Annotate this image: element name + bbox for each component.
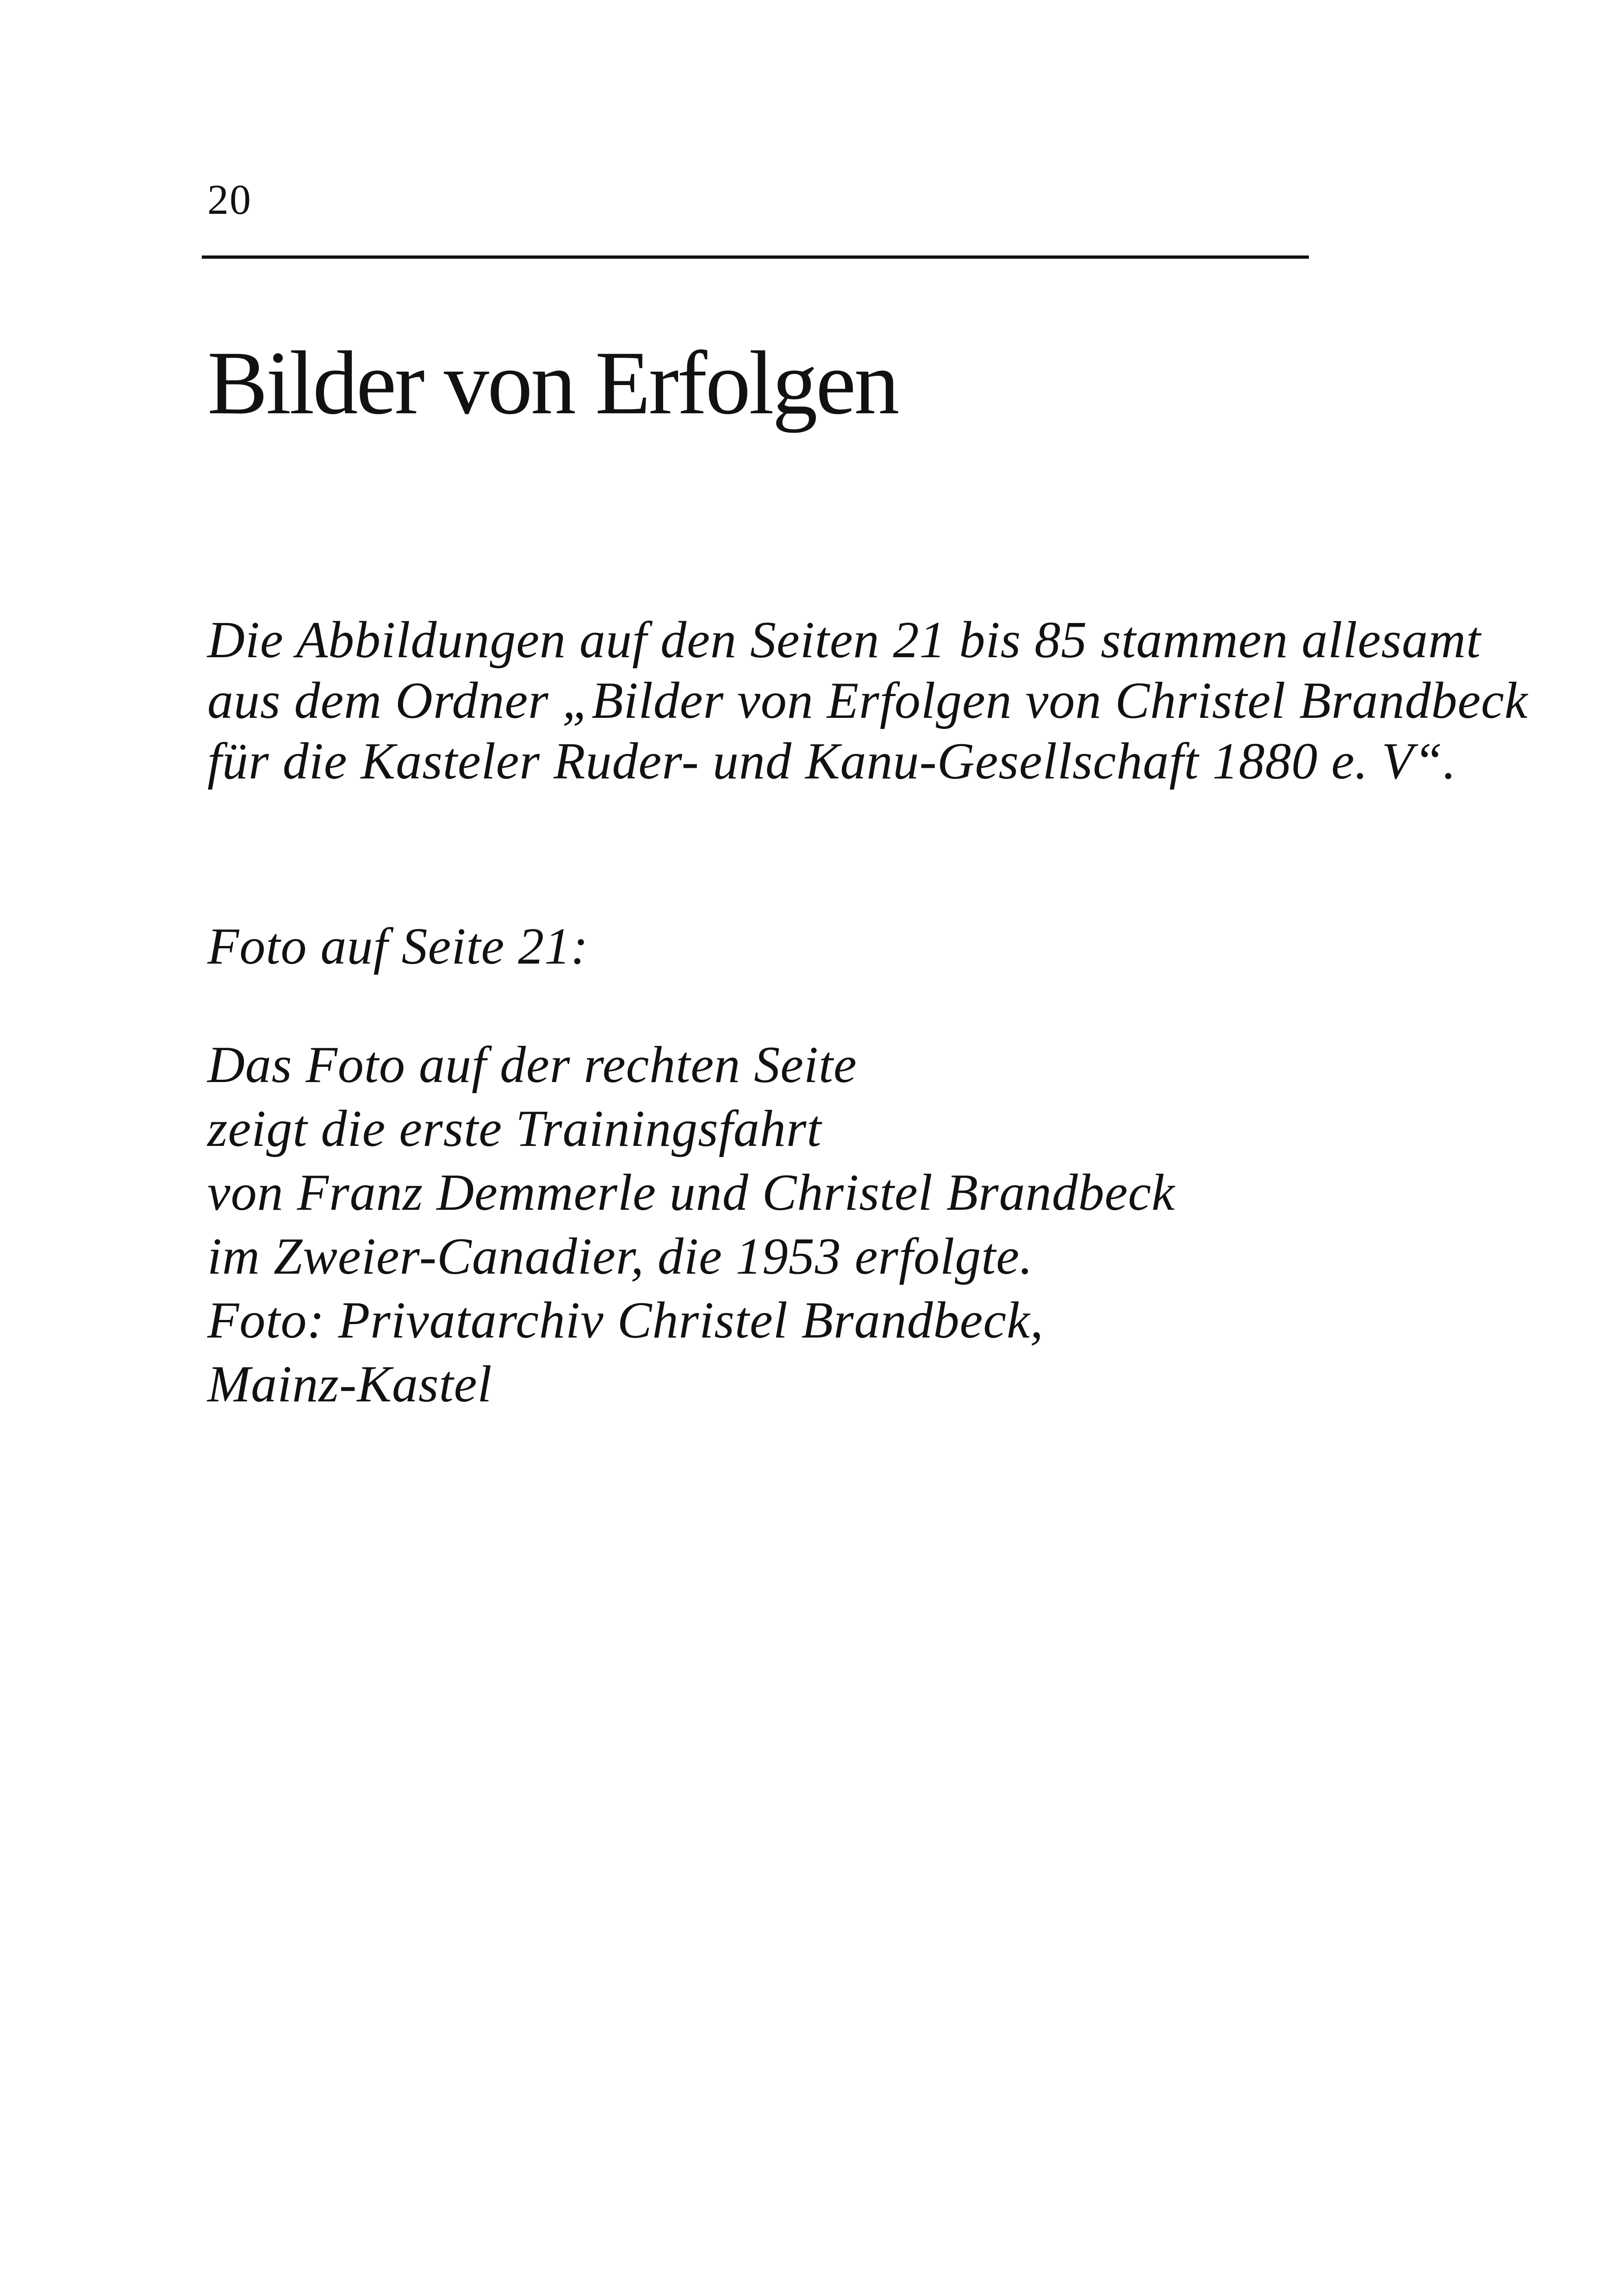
caption-line: von Franz Demmerle und Christel Brandbeck [207, 1164, 1175, 1221]
caption-line: Mainz-Kastel [207, 1356, 492, 1413]
intro-paragraph [207, 610, 1528, 792]
intro-line: für die Kasteler Ruder- und Kanu-Gesellschaft 1880 e. V“. [207, 733, 1456, 790]
chapter-title: Bilder von Erfolgen [207, 333, 898, 433]
header-rule [202, 255, 1309, 259]
page-number: 20 [207, 176, 252, 223]
photo-caption [207, 1033, 1175, 1416]
caption-line: zeigt die erste Trainingsfahrt [207, 1100, 822, 1157]
caption-line: Foto: Privatarchiv Christel Brandbeck, [207, 1292, 1044, 1349]
intro-line: Die Abbildungen auf den Seiten 21 bis 85 stammen allesamt [207, 611, 1481, 669]
caption-line: im Zweier-Canadier, die 1953 erfolgte. [207, 1228, 1033, 1285]
caption-line: Das Foto auf der rechten Seite [207, 1036, 857, 1094]
caption-heading: Foto auf Seite 21: [207, 918, 589, 975]
intro-line: aus dem Ordner „Bilder von Erfolgen von Christel Brandbeck [207, 672, 1528, 729]
